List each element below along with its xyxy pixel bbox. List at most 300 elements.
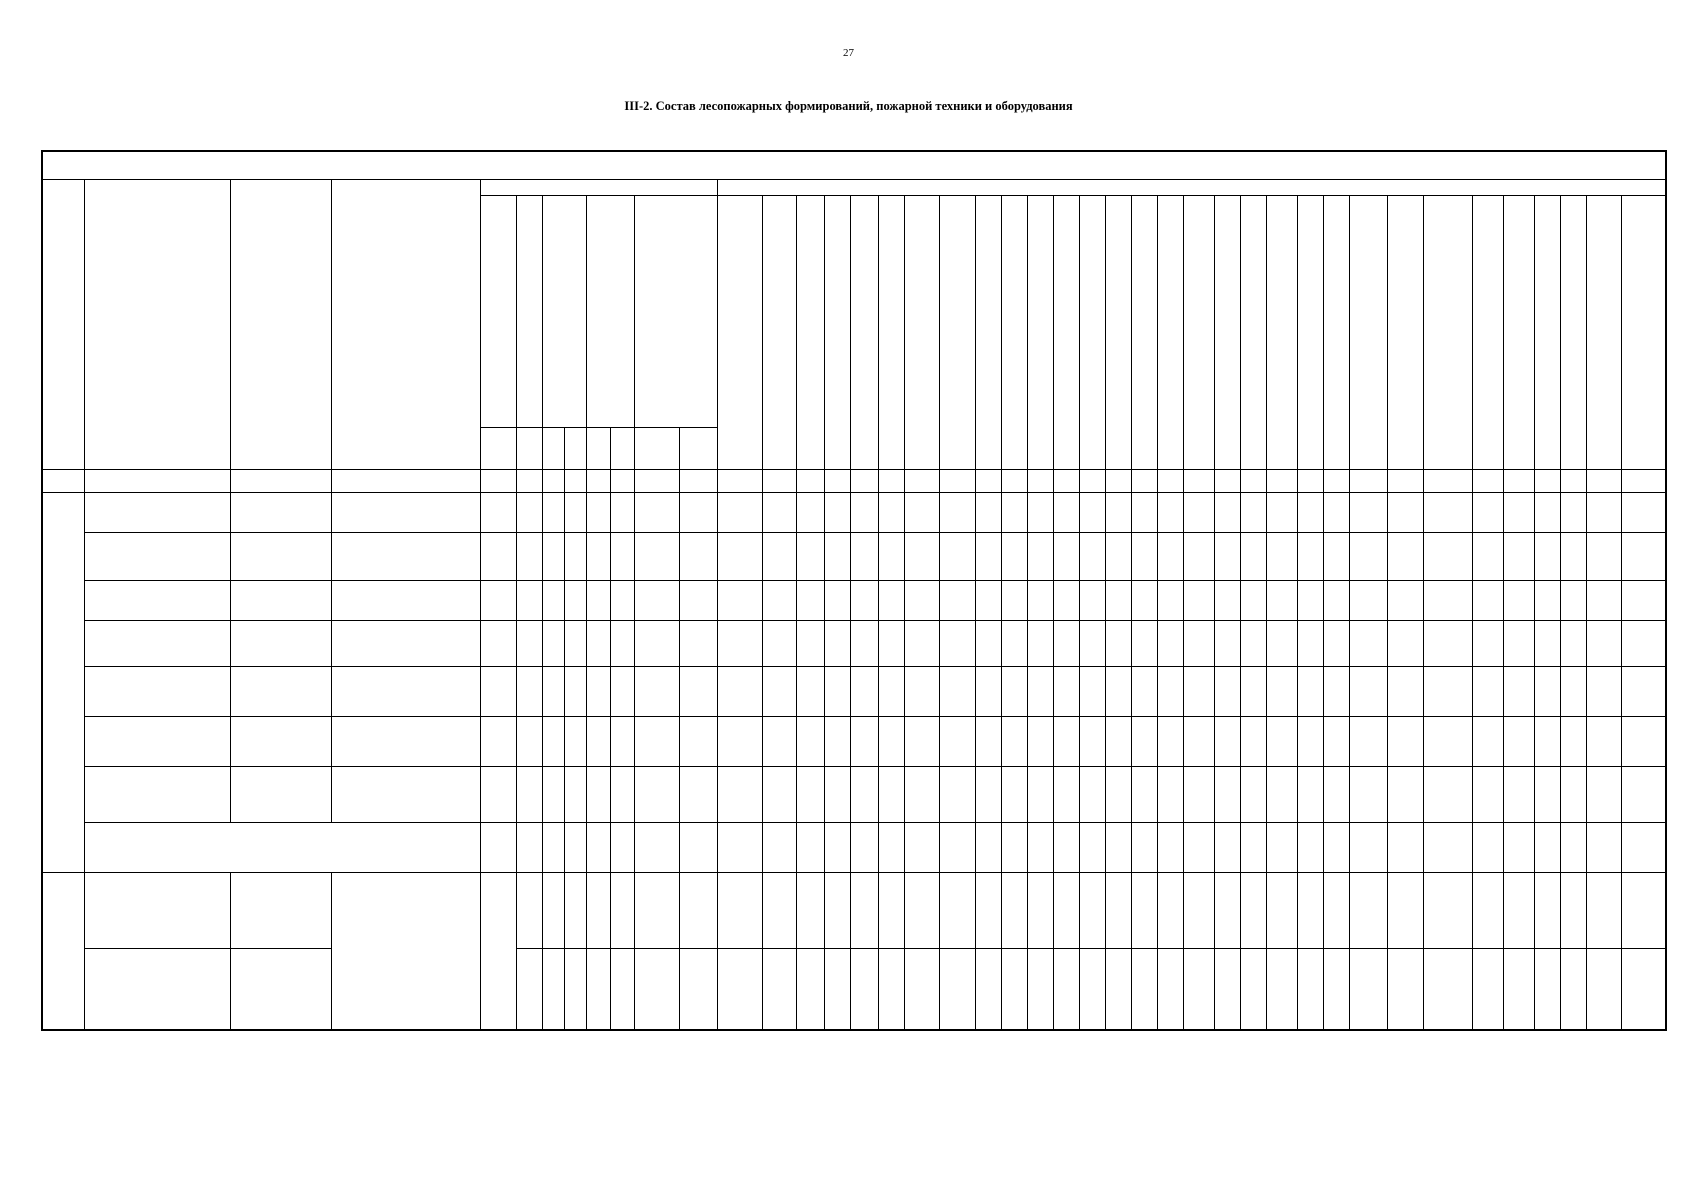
value-cell (717, 492, 762, 532)
total-cell (1560, 822, 1586, 872)
value-cell (904, 716, 939, 766)
value-cell (480, 492, 516, 532)
subforestry-name (230, 492, 331, 532)
total-cell (1349, 822, 1387, 872)
value-cell (1001, 580, 1027, 620)
value-cell (850, 532, 878, 580)
col-header-forestry (84, 179, 230, 469)
value-cell (824, 766, 850, 822)
col-header-paratroopers (586, 195, 634, 427)
value-cell (1027, 716, 1053, 766)
column-number (610, 469, 634, 492)
value-cell (1503, 666, 1534, 716)
value-cell (1349, 766, 1387, 822)
organization-name (331, 532, 480, 580)
col-header-ground (634, 195, 717, 427)
total-cell (1053, 822, 1079, 872)
value-cell (1621, 620, 1666, 666)
value-cell (1240, 532, 1266, 580)
col-header-equipment (1472, 195, 1503, 469)
value-cell (1131, 766, 1157, 822)
value-cell (1349, 872, 1387, 948)
col-header-equipment (1586, 195, 1621, 469)
value-cell (1079, 948, 1105, 1030)
value-cell (1157, 580, 1183, 620)
value-cell (586, 580, 610, 620)
value-cell (1534, 492, 1560, 532)
value-cell (1323, 872, 1349, 948)
value-cell (1001, 620, 1027, 666)
value-cell (1266, 532, 1297, 580)
value-cell (516, 766, 542, 822)
value-cell (1297, 666, 1323, 716)
column-number (1131, 469, 1157, 492)
value-cell (939, 872, 975, 948)
value-cell (1472, 716, 1503, 766)
value-cell (1503, 872, 1534, 948)
total-cell (824, 822, 850, 872)
value-cell (542, 766, 564, 822)
column-number (1472, 469, 1503, 492)
col-header-unit (634, 427, 679, 469)
value-cell (717, 766, 762, 822)
value-cell (679, 492, 717, 532)
value-cell (1214, 532, 1240, 580)
col-header-unit (679, 427, 717, 469)
value-cell (1297, 620, 1323, 666)
subforestry-name (230, 620, 331, 666)
value-cell (1131, 620, 1157, 666)
value-cell (586, 716, 610, 766)
organization-name (331, 620, 480, 666)
value-cell (824, 948, 850, 1030)
value-cell (824, 492, 850, 532)
value-cell (516, 620, 542, 666)
value-cell (878, 532, 904, 580)
value-cell (1586, 532, 1621, 580)
value-cell (1131, 666, 1157, 716)
col-header-unit (564, 427, 586, 469)
value-cell (634, 532, 679, 580)
column-number (480, 469, 516, 492)
value-cell (762, 872, 796, 948)
total-cell (1214, 822, 1240, 872)
value-cell (717, 580, 762, 620)
value-cell (542, 666, 564, 716)
value-cell (1387, 716, 1423, 766)
value-cell (762, 492, 796, 532)
group-header-equipment (717, 179, 1666, 195)
value-cell (850, 716, 878, 766)
column-number (1297, 469, 1323, 492)
forestry-name (84, 580, 230, 620)
total-cell (1001, 822, 1027, 872)
value-cell (1105, 492, 1131, 532)
column-number (1157, 469, 1183, 492)
total-cell (564, 822, 586, 872)
value-cell (634, 766, 679, 822)
value-cell (904, 532, 939, 580)
value-cell (480, 716, 516, 766)
value-cell (1586, 766, 1621, 822)
value-cell (542, 872, 564, 948)
value-cell (1157, 872, 1183, 948)
value-cell (1560, 492, 1586, 532)
value-cell (564, 948, 586, 1030)
column-number (1105, 469, 1131, 492)
value-cell (1423, 666, 1472, 716)
value-cell (679, 532, 717, 580)
value-cell (939, 716, 975, 766)
value-cell (586, 492, 610, 532)
value-cell (1183, 766, 1214, 822)
value-cell (1079, 620, 1105, 666)
value-cell (1387, 492, 1423, 532)
value-cell (1001, 872, 1027, 948)
value-cell (1503, 948, 1534, 1030)
value-cell (1053, 492, 1079, 532)
col-header-equipment (1079, 195, 1105, 469)
value-cell (1240, 666, 1266, 716)
col-header-equipment (1131, 195, 1157, 469)
value-cell (1503, 580, 1534, 620)
total-cell (975, 822, 1001, 872)
value-cell (796, 716, 824, 766)
value-cell (1621, 716, 1666, 766)
column-number (1560, 469, 1586, 492)
total-cell (1621, 822, 1666, 872)
value-cell (878, 872, 904, 948)
total-cell (1534, 822, 1560, 872)
value-cell (1183, 948, 1214, 1030)
value-cell (796, 872, 824, 948)
total-cell (878, 822, 904, 872)
value-cell (586, 620, 610, 666)
column-number (1266, 469, 1297, 492)
value-cell (1131, 492, 1157, 532)
col-header-equipment (717, 195, 762, 469)
value-cell (939, 948, 975, 1030)
value-cell (610, 620, 634, 666)
value-cell (762, 620, 796, 666)
value-cell (1157, 492, 1183, 532)
organization-name (331, 492, 480, 532)
value-cell (1105, 872, 1131, 948)
value-cell (1560, 948, 1586, 1030)
value-cell (1586, 492, 1621, 532)
total-cell (1503, 822, 1534, 872)
value-cell (975, 872, 1001, 948)
value-cell (717, 620, 762, 666)
value-cell (1472, 580, 1503, 620)
value-cell (1423, 492, 1472, 532)
col-header-equipment (1503, 195, 1534, 469)
value-cell (1534, 948, 1560, 1030)
total-cell (1423, 822, 1472, 872)
value-cell (1534, 872, 1560, 948)
value-cell (1472, 532, 1503, 580)
value-cell (1266, 872, 1297, 948)
value-cell (762, 580, 796, 620)
value-cell (796, 766, 824, 822)
value-cell (1214, 492, 1240, 532)
forestry-name (84, 872, 230, 948)
value-cell (480, 666, 516, 716)
column-number (1586, 469, 1621, 492)
forestry-name (84, 666, 230, 716)
col-header-parachutists (542, 195, 586, 427)
value-cell (1560, 620, 1586, 666)
value-cell (1534, 716, 1560, 766)
value-cell (1105, 580, 1131, 620)
value-cell (1423, 872, 1472, 948)
value-cell (1183, 492, 1214, 532)
value-cell (850, 492, 878, 532)
value-cell (1105, 716, 1131, 766)
column-number (1240, 469, 1266, 492)
value-cell (975, 766, 1001, 822)
value-cell (542, 492, 564, 532)
total-cell (1079, 822, 1105, 872)
value-cell (1240, 620, 1266, 666)
value-cell (1423, 532, 1472, 580)
value-cell (1079, 716, 1105, 766)
value-cell (1027, 580, 1053, 620)
value-cell (586, 666, 610, 716)
value-cell (1323, 716, 1349, 766)
column-number (1621, 469, 1666, 492)
total-cell (1266, 822, 1297, 872)
page-number: 27 (843, 47, 854, 59)
value-cell (564, 580, 586, 620)
value-cell (1323, 580, 1349, 620)
value-cell (939, 666, 975, 716)
total-cell (762, 822, 796, 872)
value-cell (1053, 580, 1079, 620)
column-number (824, 469, 850, 492)
value-cell (1131, 872, 1157, 948)
value-cell (1079, 766, 1105, 822)
value-cell (634, 716, 679, 766)
value-cell (564, 492, 586, 532)
value-cell (850, 948, 878, 1030)
value-cell (1027, 492, 1053, 532)
total-cell (1131, 822, 1157, 872)
value-cell (1349, 620, 1387, 666)
value-cell (1214, 716, 1240, 766)
value-cell (975, 492, 1001, 532)
total-cell (1027, 822, 1053, 872)
total-cell (1183, 822, 1214, 872)
value-cell (796, 666, 824, 716)
value-cell (1349, 716, 1387, 766)
value-cell (679, 666, 717, 716)
col-header-equipment (824, 195, 850, 469)
value-cell (1214, 872, 1240, 948)
column-number (634, 469, 679, 492)
col-header-equipment (975, 195, 1001, 469)
total-cell (1240, 822, 1266, 872)
col-header-equipment (1157, 195, 1183, 469)
value-cell (1157, 532, 1183, 580)
col-header-equipment (850, 195, 878, 469)
column-number (1183, 469, 1214, 492)
forestry-name (84, 492, 230, 532)
value-cell (1534, 766, 1560, 822)
value-cell (1266, 948, 1297, 1030)
col-header-unit (610, 427, 634, 469)
value-cell (1079, 580, 1105, 620)
value-cell (516, 580, 542, 620)
column-number (717, 469, 762, 492)
value-cell (904, 872, 939, 948)
value-cell (1266, 492, 1297, 532)
forestry-name (84, 948, 230, 1030)
value-cell (1387, 872, 1423, 948)
organization-name (331, 580, 480, 620)
value-cell (586, 766, 610, 822)
col-header-org (331, 179, 480, 469)
value-cell (1423, 620, 1472, 666)
col-header-equipment (1183, 195, 1214, 469)
value-cell (1387, 620, 1423, 666)
value-cell (1503, 620, 1534, 666)
value-cell (634, 948, 679, 1030)
value-cell (1534, 580, 1560, 620)
value-cell (480, 532, 516, 580)
value-cell (1534, 620, 1560, 666)
value-cell (1621, 492, 1666, 532)
value-cell (1586, 716, 1621, 766)
value-cell (975, 620, 1001, 666)
value-cell (850, 580, 878, 620)
value-cell (610, 766, 634, 822)
value-cell (1297, 492, 1323, 532)
total-cell (1323, 822, 1349, 872)
column-number (1001, 469, 1027, 492)
total-cell (1387, 822, 1423, 872)
value-cell (878, 716, 904, 766)
value-cell (542, 716, 564, 766)
value-cell (1266, 766, 1297, 822)
value-cell (939, 766, 975, 822)
value-cell (542, 948, 564, 1030)
col-header-equipment (1621, 195, 1666, 469)
value-cell (542, 580, 564, 620)
total-cell (679, 822, 717, 872)
value-cell (516, 532, 542, 580)
value-cell (878, 620, 904, 666)
value-cell (904, 620, 939, 666)
value-cell (679, 716, 717, 766)
equipment-table (41, 150, 1667, 1031)
col-header-equipment (1560, 195, 1586, 469)
col-header-equipment (762, 195, 796, 469)
total-cell (586, 822, 610, 872)
column-number (878, 469, 904, 492)
value-cell (1131, 532, 1157, 580)
value-cell (1534, 532, 1560, 580)
value-cell (1297, 948, 1323, 1030)
value-cell (1560, 532, 1586, 580)
value-cell (1131, 716, 1157, 766)
column-number (1079, 469, 1105, 492)
value-cell (1079, 532, 1105, 580)
subforestry-name (230, 580, 331, 620)
value-cell (564, 666, 586, 716)
value-cell (904, 766, 939, 822)
value-cell (1266, 666, 1297, 716)
value-cell (1157, 766, 1183, 822)
value-cell (679, 580, 717, 620)
value-cell (1001, 492, 1027, 532)
section-number (42, 492, 84, 872)
value-cell (1001, 766, 1027, 822)
value-cell (762, 948, 796, 1030)
value-cell (1053, 948, 1079, 1030)
value-cell (1079, 666, 1105, 716)
value-cell (762, 766, 796, 822)
value-cell (1586, 872, 1621, 948)
value-cell (1323, 620, 1349, 666)
value-cell (1472, 492, 1503, 532)
column-number (1387, 469, 1423, 492)
value-cell (850, 620, 878, 666)
value-cell (564, 872, 586, 948)
value-cell (1586, 948, 1621, 1030)
value-cell (1053, 716, 1079, 766)
value-cell (610, 532, 634, 580)
value-cell (586, 948, 610, 1030)
total-cell (516, 822, 542, 872)
forestry-name (84, 716, 230, 766)
value-cell (1027, 766, 1053, 822)
value-cell (1297, 766, 1323, 822)
value-cell (850, 872, 878, 948)
value-cell (1586, 620, 1621, 666)
value-cell (634, 872, 679, 948)
value-cell (1349, 580, 1387, 620)
value-cell (878, 492, 904, 532)
column-number (586, 469, 610, 492)
total-cell (850, 822, 878, 872)
value-cell (1323, 666, 1349, 716)
column-number (762, 469, 796, 492)
value-cell (1560, 716, 1586, 766)
col-header-unit (480, 427, 516, 469)
value-cell (1586, 666, 1621, 716)
column-number (1534, 469, 1560, 492)
total-cell (796, 822, 824, 872)
total-cell (1105, 822, 1131, 872)
value-cell (1472, 620, 1503, 666)
forestry-name (84, 766, 230, 822)
value-cell (1297, 716, 1323, 766)
value-cell (1560, 766, 1586, 822)
value-cell (1105, 766, 1131, 822)
page-title: III-2. Состав лесопожарных формирований, пожарной техники и оборудования (624, 99, 1073, 113)
value-cell (1472, 666, 1503, 716)
total-cell (904, 822, 939, 872)
col-header-equipment (1001, 195, 1027, 469)
value-cell (1349, 948, 1387, 1030)
value-cell (586, 532, 610, 580)
value-cell (939, 620, 975, 666)
value-cell (1560, 666, 1586, 716)
total-cell (542, 822, 564, 872)
total-label (84, 822, 480, 872)
value-cell (564, 620, 586, 666)
